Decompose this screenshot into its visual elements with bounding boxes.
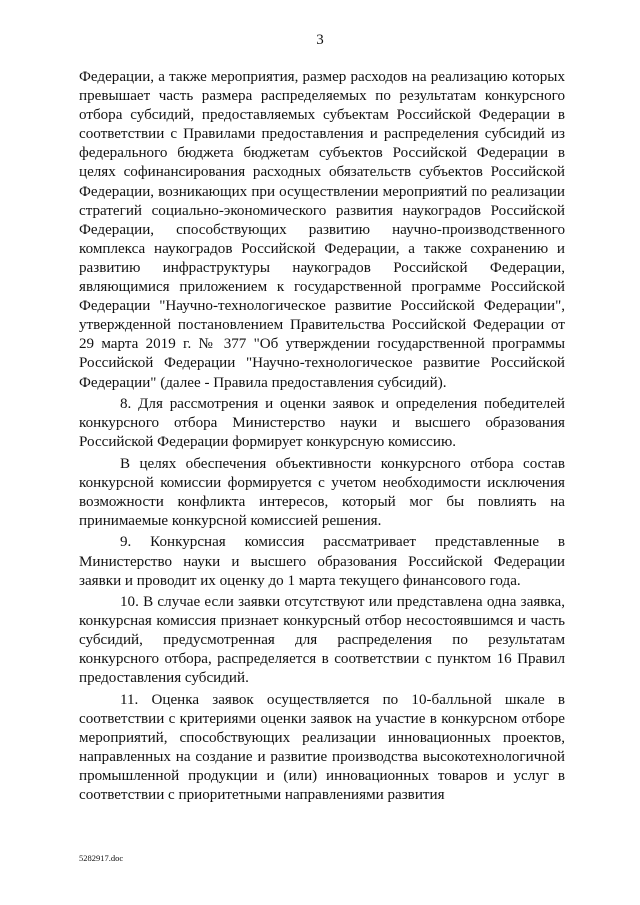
file-name-footer: 5282917.doc bbox=[79, 853, 124, 863]
paragraph-continuation: Федерации, а также мероприятия, размер расходов на реализацию которых превышает часть размера распределяемых по результатам конкурсного отбора субсидий, предоставляемых субъектам Российской Федерации в соответствии с Правилами предоставления и распределения субсидий из федерального бюджета бюджетам субъектов Российской Федерации в целях софинансирования расходных обязательств субъектов Российской Федерации, возникающих при осуществлении мероприятий по реализации стратегий социально-экономического развития наукоградов Российской Федерации, способствующих развитию научно-производственного комплекса наукоградов Российской Федерации, а также сохранению и развитию инфраструктуры наукоградов Российской Федерации, являющимися приложением к государственной программе Российской Федерации "Научно-технологическое развитие Российской Федерации", утвержденной постановлением Правительства Российской Федерации от 29 марта 2019 г. № 377 "Об утверждении государственной программы Российской Федерации "Научно-технологическое развитие Российской Федерации" (далее - Правила предоставления субсидий). bbox=[79, 69, 565, 391]
paragraph-item-10: 10. В случае если заявки отсутствуют или представлена одна заявка, конкурсная комиссия признает конкурсный отбор несостоявшимся и часть субсидий, предусмотренная для распределения по результатам конкурсного отбора, распределяется в соответствии с пунктом 16 Правил предоставления субсидий. bbox=[79, 594, 565, 687]
document-body bbox=[79, 68, 565, 806]
page-number: 3 bbox=[316, 32, 324, 48]
paragraph-item-8: 8. Для рассмотрения и оценки заявок и определения победителей конкурсного отбора Министерство науки и высшего образования Российской Федерации формирует конкурсную комиссию. bbox=[79, 395, 565, 451]
paragraph-item-11: 11. Оценка заявок осуществляется по 10-балльной шкале в соответствии с критериями оценки заявок на участие в конкурсном отборе мероприятий, способствующих реализации инновационных проектов, направленных на создание и развитие производства высокотехнологичной промышленной продукции и (или) инновационных товаров и услуг в соответствии с приоритетными направлениями развития bbox=[79, 691, 565, 804]
paragraph-commission-objectivity: В целях обеспечения объективности конкурсного отбора состав конкурсной комиссии формируется с учетом необходимости исключения возможности конфликта интересов, который мог бы повлиять на принимаемые конкурсной комиссией решения. bbox=[79, 455, 565, 529]
paragraph-item-9: 9. Конкурсная комиссия рассматривает представленные в Министерство науки и высшего образования Российской Федерации заявки и проводит их оценку до 1 марта текущего финансового года. bbox=[79, 534, 565, 589]
